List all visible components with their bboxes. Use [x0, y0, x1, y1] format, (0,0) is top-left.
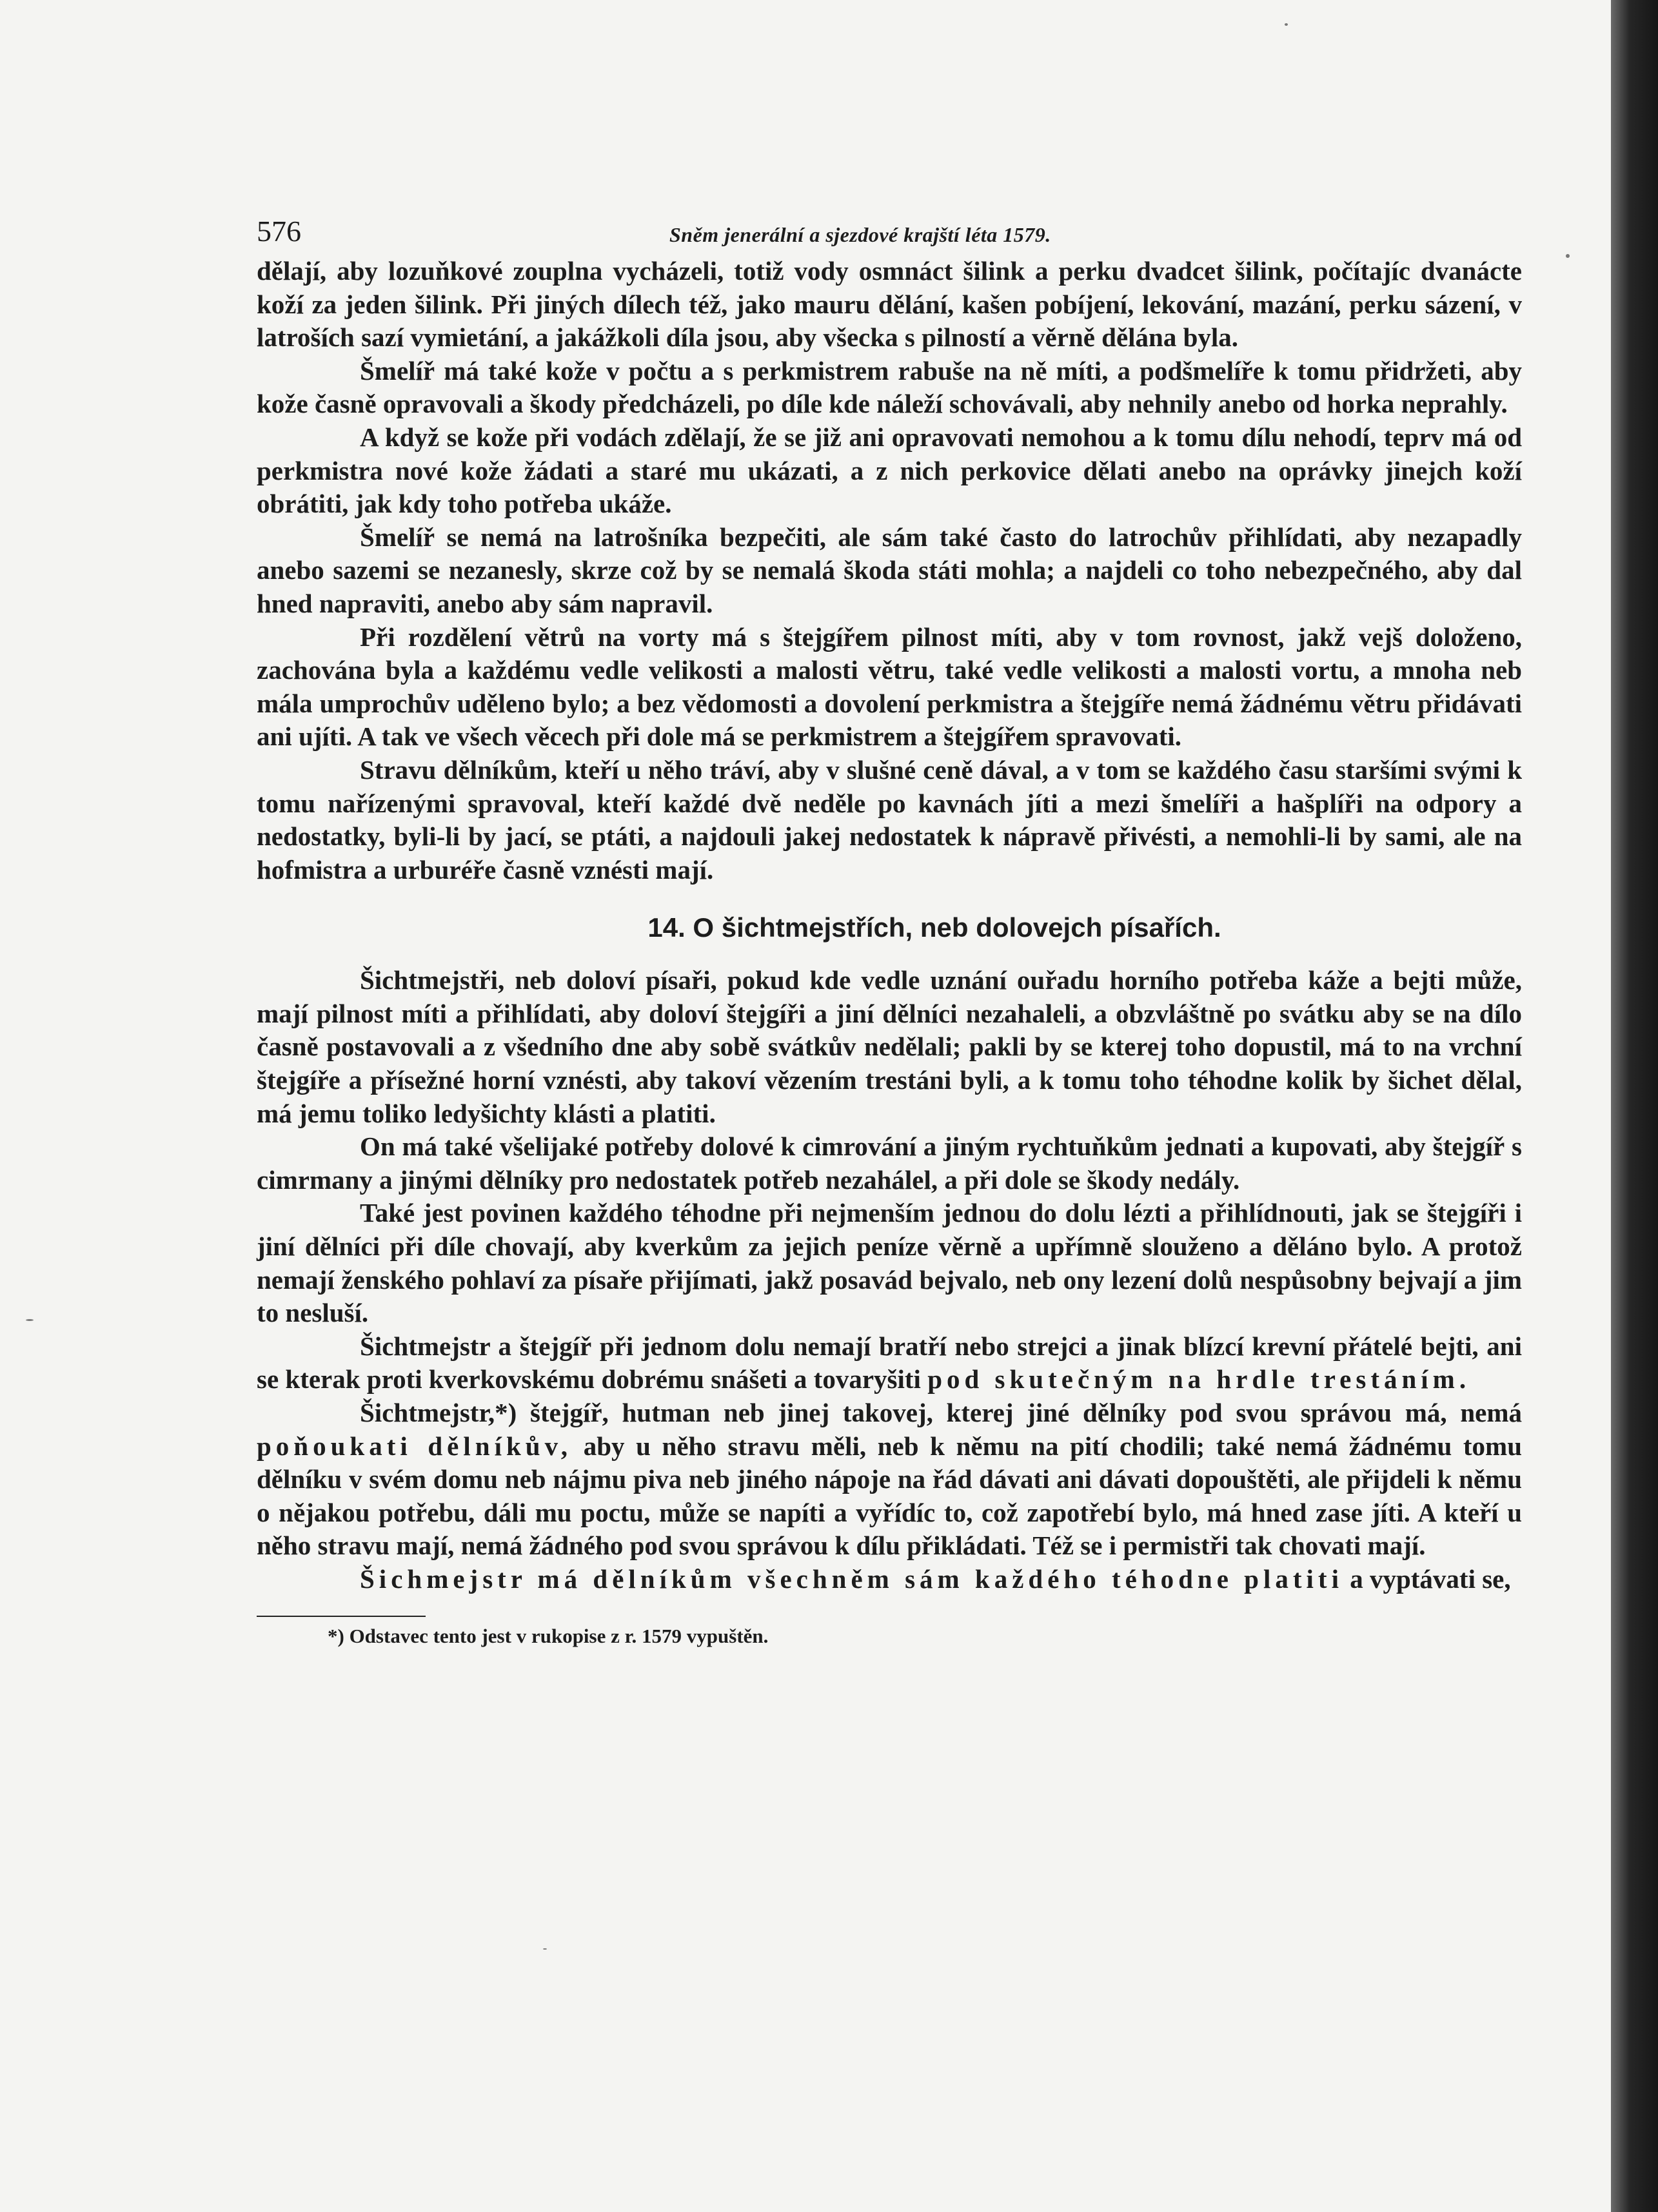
paragraph [257, 255, 1522, 355]
paragraph-text: Šichtmejstr,*) štejgíř, hutman neb jinej takovej, kterej jiné dělníky pod svou správou má, nemá [360, 1398, 1522, 1427]
paragraph-text: dělají, aby lozuňkové zouplna vycházeli, totiž vody osmnáct šilink a perku dvadcet šilink, počítajíc dvanácte koží za jeden šilink. Při jiných dílech též, jako mauru dělání, kašen pobíjení, lekování, mazání, perku sázení, v latroších sazí vymietání, a jakážkoli díla jsou, aby všecka s pilností a věrně dělána byla. [257, 256, 1522, 353]
paragraph-text: Také jest povinen každého téhodne při nejmenším jednou do dolu lézti a přihlídnouti, jak se štejgíři i jiní dělníci při díle chovají, aby kverkům za jejich peníze věrně a upřímně slouženo a děláno bylo. A protož nemají ženského pohlaví za písaře přijímati, jakž posavád bejvalo, neb ony lezení dolů nespůsobny bejvají a jim to nesluší. [257, 1198, 1522, 1328]
paragraph [257, 621, 1522, 754]
text-column [257, 210, 1522, 1649]
paragraph-text: A když se kože při vodách zdělají, že se již ani opravovati nemohou a k tomu dílu nehodí, teprv má od perkmistra nové kože žádati a staré mu ukázati, a z nich perkovice dělati anebo na oprávky jinejch koží obrátiti, jak kdy toho potřeba ukáže. [257, 422, 1522, 519]
paragraph [257, 1396, 1522, 1563]
paragraph [257, 754, 1522, 886]
paragraph-text: aby u něho stravu měli, neb k němu na pití chodili; také nemá žádnému tomu dělníku v svém domu neb nájmu piva neb jiného nápoje na řád dávati ani dávati dopouštěti, ale přijdeli k němu o nějakou potřebu, dáli mu poctu, může se napíti a vyřídíc to, což zapotřebí bylo, má hned zase jíti. A kteří u něho stravu mají, nemá žádného pod svou správou k dílu přikládati. Též se i permistři tak chovati mají. [257, 1431, 1522, 1561]
body-text-before-heading [257, 255, 1522, 886]
scan-fleck [1566, 254, 1570, 258]
paragraph [257, 1563, 1522, 1596]
paragraph-text: Šmelíř má také kože v počtu a s perkmistrem rabuše na ně míti, a podšmelíře k tomu přidržeti, aby kože časně opravovali a škody předcházeli, po díle kde náleží schovávali, aby nehnily anebo od horka neprahly. [257, 355, 1522, 419]
paragraph [257, 355, 1522, 421]
paragraph-text: Šmelíř se nemá na latrošníka bezpečiti, ale sám také často do latrochův přihlídati, aby nezapadly anebo sazemi se nezanesly, skrze což by se nemalá škoda státi mohla; a najdeli co toho nebezpečného, aby dal hned napraviti, anebo aby sám napravil. [257, 522, 1522, 618]
paragraph-text: Šichtmejstři, neb doloví písaři, pokud kde vedle uznání ouřadu horního potřeba káže a bejti může, mají pilnost míti a přihlídati, aby doloví štejgíři a jiní dělníci nezahaleli, a obzvláštně po svátku aby se na dílo časně postavovali a z všedního dne aby sobě svátkův nedělali; pakli by se kterej toho dopustil, má to na vrchní štejgíře a přísežné horní vznésti, aby takoví vězením trestáni byli, a k tomu toho téhodne kolik by šichet dělal, má jemu toliko ledyšichty klásti a platiti. [257, 965, 1522, 1128]
spaced-emphasis: poňoukati dělníkův, [257, 1431, 573, 1461]
running-head [257, 210, 1522, 255]
footnote: *) Odstavec tento jest v rukopise z r. 1579 vypuštěn. [328, 1624, 769, 1647]
paragraph [257, 421, 1522, 521]
footnote-rule [257, 1616, 426, 1617]
scan-fleck [1285, 23, 1288, 26]
running-head-title: Sněm jenerální a sjezdové krajští léta 1579. [669, 223, 1051, 246]
paragraph-text: Šichtmejstr a štejgíř při jednom dolu nemají bratří nebo strejci a jinak blízcí krevní přátelé bejti, ani se kterak proti kverkovskému dobrému snášeti a tovaryšiti [257, 1331, 1522, 1395]
paragraph [257, 1197, 1522, 1329]
paragraph [257, 521, 1522, 621]
scan-fleck [543, 1948, 547, 1950]
page-number: 576 [257, 215, 301, 248]
scan-fleck [26, 1319, 34, 1321]
paragraph-text: a vyptávati se, [1343, 1563, 1511, 1594]
paragraph-text: Stravu dělníkům, kteří u něho tráví, aby v slušné ceně dával, a v tom se každého času staršími svými k tomu nařízenými spravoval, kteří každé dvě neděle po kavnách jíti a mezi šmelíři a hašplíři na odpory a nedostatky, byli-li by jací, se ptáti, a najdouli jakej nedostatek k nápravě přivésti, a nemohli-li by sami, ale na hofmistra a urburéře časně vznésti mají. [257, 754, 1522, 885]
paragraph [257, 964, 1522, 1130]
paragraph-text: On má také všelijaké potřeby dolové k cimrování a jiným rychtuňkům jednati a kupovati, aby štejgíř s cimrmany a jinými dělníky pro nedostatek potřeb nezahálel, a při dole se škody nedály. [257, 1131, 1522, 1195]
spaced-emphasis: Šichmejstr má dělníkům všechněm sám každého téhodne platiti [360, 1563, 1343, 1594]
paragraph [257, 1130, 1522, 1197]
body-text-after-heading [257, 964, 1522, 1596]
paragraph-text: Při rozdělení větrů na vorty má s štejgířem pilnost míti, aby v tom rovnost, jakž vejš doloženo, zachována byla a každému vedle velikosti a malosti větru, také vedle velikosti a malosti vortu, a mnoha neb mála umprochův uděleno bylo; a bez vědomosti a dovolení perkmistra a štejgíře nemá žádnému větru přidávati ani ujíti. A tak ve všech věcech při dole má se perkmistrem a štejgířem spravovati. [257, 622, 1522, 752]
scan-border-edge [1611, 0, 1658, 2212]
spaced-emphasis: pod skutečným na hrdle trestáním. [927, 1364, 1471, 1395]
section-heading: 14. O šichtmejstřích, neb dolovejch písařích. [647, 912, 1221, 943]
paragraph [257, 1330, 1522, 1396]
